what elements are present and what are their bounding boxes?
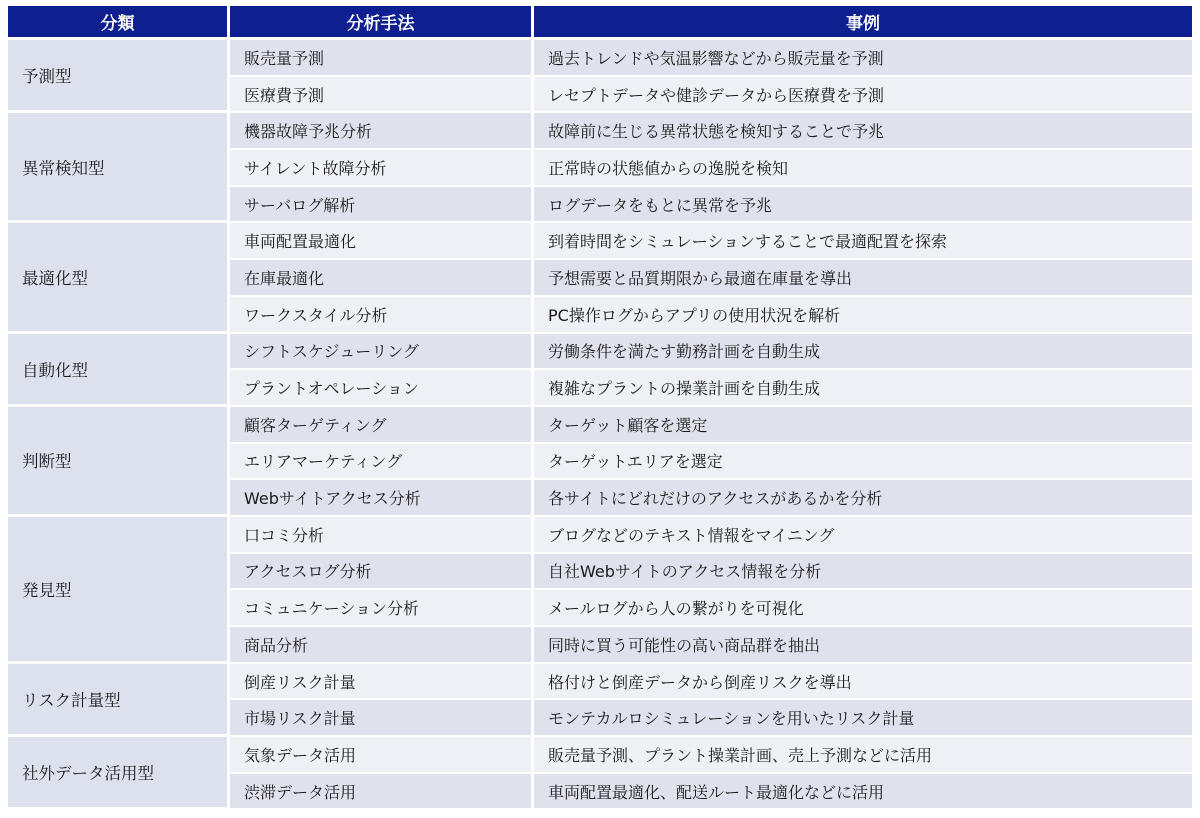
example-cell: ターゲットエリアを選定 (534, 444, 1192, 481)
method-cell: 商品分析 (230, 627, 534, 664)
method-cell: 機器故障予兆分析 (230, 113, 534, 150)
table-row (8, 517, 1192, 554)
method-cell: シフトスケジューリング (230, 334, 534, 371)
example-cell: 過去トレンドや気温影響などから販売量を予測 (534, 40, 1192, 77)
method-cell: ワークスタイル分析 (230, 297, 534, 334)
example-cell: メールログから人の繋がりを可視化 (534, 590, 1192, 627)
example-cell: 複雑なプラントの操業計画を自動生成 (534, 370, 1192, 407)
category-cell: 社外データ活用型 (8, 737, 230, 810)
table-row (8, 40, 1192, 77)
table-header (8, 6, 1192, 40)
method-cell: Webサイトアクセス分析 (230, 480, 534, 517)
example-cell: 労働条件を満たす勤務計画を自動生成 (534, 334, 1192, 371)
category-cell: 異常検知型 (8, 113, 230, 223)
method-cell: コミュニケーション分析 (230, 590, 534, 627)
example-cell: ターゲット顧客を選定 (534, 407, 1192, 444)
example-cell: モンテカルロシミュレーションを用いたリスク計量 (534, 700, 1192, 737)
method-cell: サーバログ解析 (230, 187, 534, 224)
category-cell: 自動化型 (8, 334, 230, 407)
method-cell: 倒産リスク計量 (230, 664, 534, 701)
method-cell: 渋滞データ活用 (230, 774, 534, 811)
header-category: 分類 (8, 6, 230, 40)
table-body (8, 40, 1192, 810)
analysis-methods-table (8, 6, 1192, 810)
example-cell: 同時に買う可能性の高い商品群を抽出 (534, 627, 1192, 664)
category-cell: 予測型 (8, 40, 230, 113)
category-cell: リスク計量型 (8, 664, 230, 737)
example-cell: 各サイトにどれだけのアクセスがあるかを分析 (534, 480, 1192, 517)
method-cell: アクセスログ分析 (230, 554, 534, 591)
example-cell: 到着時間をシミュレーションすることで最適配置を探索 (534, 223, 1192, 260)
method-cell: エリアマーケティング (230, 444, 534, 481)
table-row (8, 737, 1192, 774)
table-row (8, 407, 1192, 444)
method-cell: 在庫最適化 (230, 260, 534, 297)
example-cell: ログデータをもとに異常を予兆 (534, 187, 1192, 224)
example-cell: レセプトデータや健診データから医療費を予測 (534, 77, 1192, 114)
example-cell: 車両配置最適化、配送ルート最適化などに活用 (534, 774, 1192, 811)
method-cell: プラントオペレーション (230, 370, 534, 407)
method-cell: 医療費予測 (230, 77, 534, 114)
table-row (8, 113, 1192, 150)
method-cell: サイレント故障分析 (230, 150, 534, 187)
method-cell: 口コミ分析 (230, 517, 534, 554)
example-cell: 格付けと倒産データから倒産リスクを導出 (534, 664, 1192, 701)
example-cell: ブログなどのテキスト情報をマイニング (534, 517, 1192, 554)
method-cell: 市場リスク計量 (230, 700, 534, 737)
example-cell: PC操作ログからアプリの使用状況を解析 (534, 297, 1192, 334)
header-example: 事例 (534, 6, 1192, 40)
example-cell: 予想需要と品質期限から最適在庫量を導出 (534, 260, 1192, 297)
example-cell: 販売量予測、プラント操業計画、売上予測などに活用 (534, 737, 1192, 774)
analysis-methods-table-container (8, 6, 1192, 810)
table-row (8, 664, 1192, 701)
category-cell: 発見型 (8, 517, 230, 664)
method-cell: 販売量予測 (230, 40, 534, 77)
header-row (8, 6, 1192, 40)
table-row (8, 334, 1192, 371)
example-cell: 自社Webサイトのアクセス情報を分析 (534, 554, 1192, 591)
example-cell: 故障前に生じる異常状態を検知することで予兆 (534, 113, 1192, 150)
method-cell: 顧客ターゲティング (230, 407, 534, 444)
category-cell: 最適化型 (8, 223, 230, 333)
method-cell: 車両配置最適化 (230, 223, 534, 260)
example-cell: 正常時の状態値からの逸脱を検知 (534, 150, 1192, 187)
method-cell: 気象データ活用 (230, 737, 534, 774)
table-row (8, 223, 1192, 260)
category-cell: 判断型 (8, 407, 230, 517)
header-method: 分析手法 (230, 6, 534, 40)
